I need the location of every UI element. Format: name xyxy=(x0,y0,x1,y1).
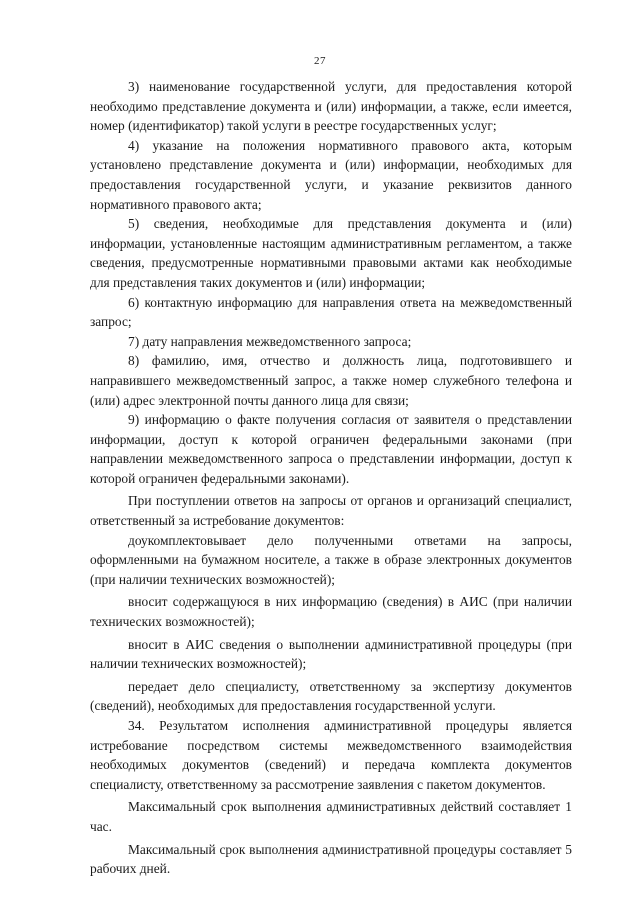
paragraph-item-5: 5) сведения, необходимые для представления документа и (или) информации, установленные настоящим административным регламентом, а также сведения, предусмотренные нормативными правовыми актами как необходимые для представления таких документов и (или) информации; xyxy=(90,216,572,290)
paragraph-transfer-file: передает дело специалисту, ответственному за экспертизу документов (сведений), необходимых для предоставления государственной услуги. xyxy=(90,678,572,714)
paragraph-result-34: 34. Результатом исполнения административной процедуры является истребование посредством системы межведомственного взаимодействия необходимых документов (сведений) и передача комплекта документов специалисту, ответственному за рассмотрение заявления с пакетом документов. xyxy=(90,718,572,792)
paragraph-item-7: 7) дату направления межведомственного запроса; xyxy=(128,333,412,349)
paragraph-max-time-actions: Максимальный срок выполнения административных действий составляет 1 час. xyxy=(90,799,572,834)
paragraph-item-4: 4) указание на положения нормативного правового акта, которым установлено представление документа и (или) информации, необходимых для предоставления государственной услуги, и указание реквизитов данного нормативного правового акта; xyxy=(90,137,572,212)
paragraph-item-3: 3) наименование государственной услуги, для предоставления которой необходимо представление документа и (или) информации, а также, если имеется, номер (идентификатор) такой услуги в реестре государственных услуг; xyxy=(90,79,572,134)
paragraph-item-9: 9) информацию о факте получения согласия от заявителя о представлении информации, доступ к которой ограничен федеральными законами (при направлении межведомственного запроса о представлении информации, доступ к которой ограничен федеральными законами). xyxy=(90,412,572,486)
document-body xyxy=(90,77,572,879)
paragraph-responses-intro: При поступлении ответов на запросы от органов и организаций специалист, ответственный за истребование документов: xyxy=(90,493,572,529)
paragraph-complete-file: доукомплектовывает дело полученными ответами на запросы, оформленными на бумажном носителе, а также в образе электронных документов (при наличии технических возможностей); xyxy=(90,532,572,587)
page-number: 27 xyxy=(314,55,326,67)
paragraph-enter-ais: вносит в АИС сведения о выполнении административной процедуры (при наличии технических возможностей); xyxy=(90,636,572,672)
paragraph-item-8: 8) фамилию, имя, отчество и должность лица, подготовившего и направившего межведомственный запрос, а также номер служебного телефона и (или) адрес электронной почты данного лица для связи; xyxy=(90,353,572,408)
paragraph-enter-info: вносит содержащуюся в них информацию (сведения) в АИС (при наличии технических возможностей); xyxy=(90,594,572,630)
paragraph-item-6: 6) контактную информацию для направления ответа на межведомственный запрос; xyxy=(90,294,572,330)
paragraph-max-time-procedure: Максимальный срок выполнения административной процедуры составляет 5 рабочих дней. xyxy=(90,841,572,877)
